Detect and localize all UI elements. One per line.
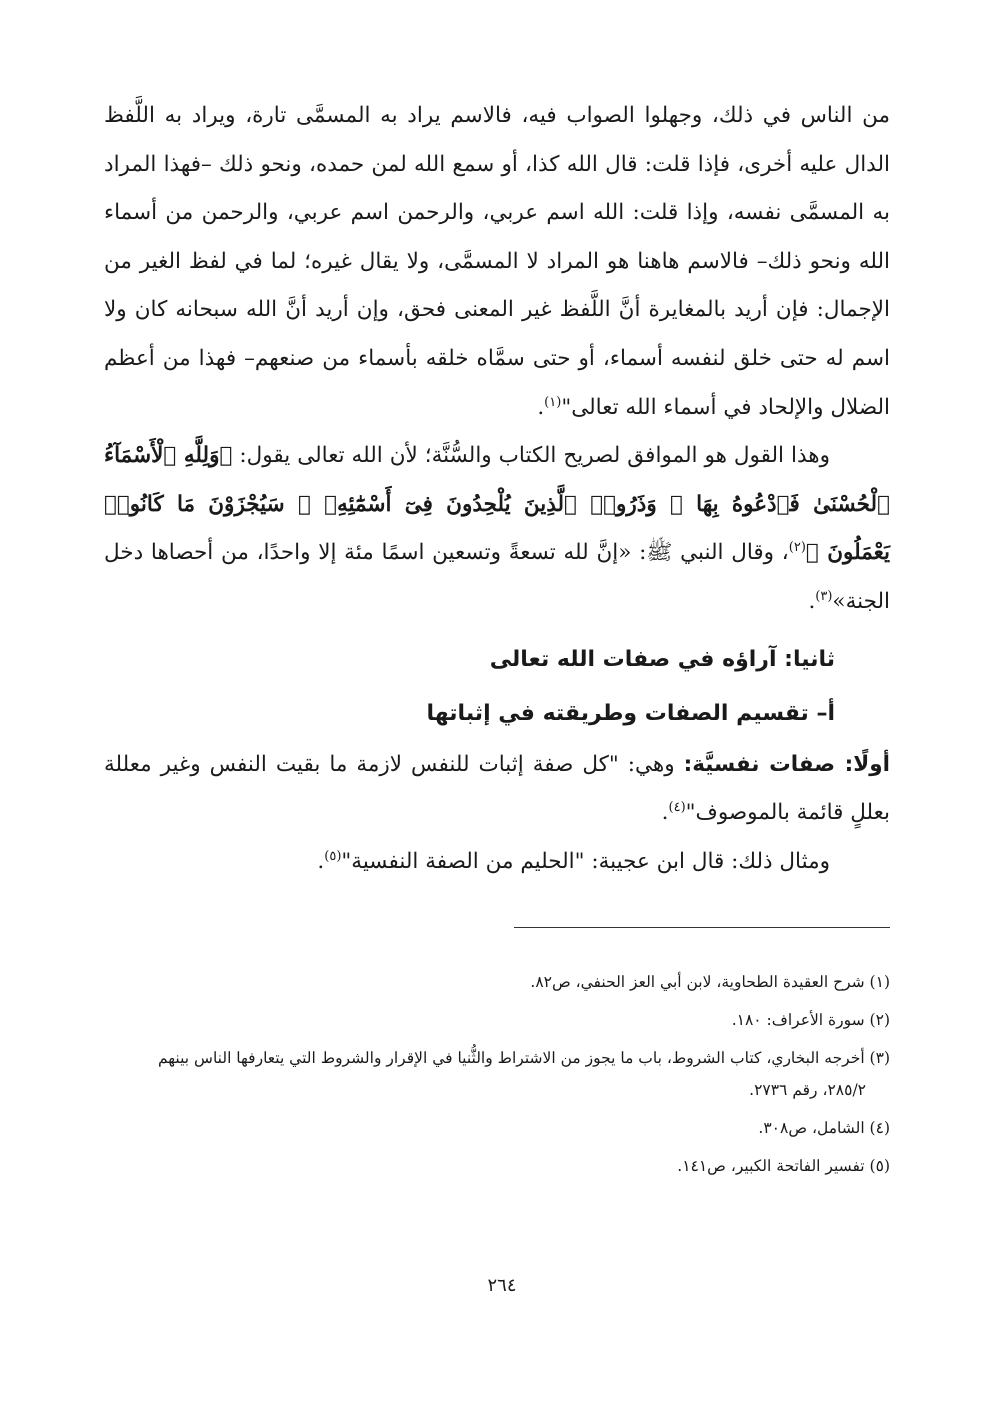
footnote-ref-2[interactable]: (٢) — [788, 540, 806, 556]
footnote-ref-4[interactable]: (٤) — [668, 799, 686, 815]
footnote-3-continuation: ٢٨٥/٢، رقم ٢٧٣٦. — [749, 1081, 866, 1099]
footnote-ref-5[interactable]: (٥) — [324, 848, 342, 864]
footnotes — [104, 966, 890, 1188]
section-heading: ثانيا: آراؤه في صفات الله تعالى — [489, 646, 835, 672]
subsection-heading: أ– تقسيم الصفات وطريقته في إثباتها — [426, 700, 835, 726]
paragraph-1-end: . — [537, 394, 545, 420]
footnote-3-text: (٣) أخرجه البخاري، كتاب الشروط، باب ما يجوز من الاشتراط والثُّنيا في الإقرار والشروط التي يتعارفها الناس بينهم — [157, 1049, 890, 1067]
footnote-separator — [514, 927, 890, 928]
main-text — [104, 92, 890, 886]
paragraph-4-end: . — [317, 848, 325, 874]
footnote-4: (٤) الشامل، ص٣٠٨. — [758, 1119, 890, 1137]
paragraph-1 — [104, 92, 890, 432]
paragraph-4-text: ومثال ذلك: قال ابن عجيبة: "الحليم من الصفة النفسية" — [341, 848, 830, 874]
footnote-ref-3[interactable]: (٣) — [815, 588, 833, 604]
quran-verse: ﴿وَلِلَّهِ ٱلْأَسْمَآءُ ٱلْحُسْنَىٰ فَٱدْعُوهُ بِهَا ۖ وَذَرُوا۟ ٱلَّذِينَ يُلْحِدُونَ فِىٓ أَسْمَٰٓئِهِۦ ۚ سَيُجْزَوْنَ مَا كَانُوا۟ يَعْمَلُونَ ﴾ — [104, 443, 891, 566]
paragraph-3-end: . — [661, 800, 669, 826]
paragraph-2-text: وهذا القول هو الموافق لصريح الكتاب والسُّنَّة؛ لأن الله تعالى يقول: — [232, 443, 830, 469]
term-label: أولًا: صفات نفسيَّة: — [683, 751, 891, 777]
paragraph-3-text: وهي: "كل صفة إثبات للنفس لازمة ما بقيت النفس وغير معللة بعللٍ قائمة بالموصوف" — [104, 751, 890, 826]
paragraph-4 — [104, 838, 890, 887]
page-number: ٢٦٤ — [487, 1275, 517, 1296]
footnote-5: (٥) تفسير الفاتحة الكبير، ص١٤١. — [677, 1157, 890, 1175]
footnote-2: (٢) سورة الأعراف: ١٨٠. — [731, 1011, 890, 1029]
footnote-1: (١) شرح العقيدة الطحاوية، لابن أبي العز الحنفي، ص٨٢. — [530, 973, 890, 991]
paragraph-2-end: . — [808, 588, 816, 614]
paragraph-3 — [104, 741, 890, 838]
paragraph-2 — [104, 432, 890, 626]
paragraph-1-text: من الناس في ذلك، وجهلوا الصواب فيه، فالاسم يراد به المسمَّى تارة، ويراد به اللَّفظ الدال عليه أخرى، فإذا قلت: قال الله كذا، أو سمع الله لمن حمده، ونحو ذلك –فهذا المراد به المسمَّى نفسه، وإذا قلت: الله اسم عربي، والرحمن اسم عربي، والرحمن من أسماء الله ونحو ذلك– فالاسم هاهنا هو المراد لا المسمَّى، ولا يقال غيره؛ لما في لفظ الغير من الإجمال: فإن أريد بالمغايرة أنَّ اللَّفظ غير المعنى فحق، وإن أريد أنَّ الله سبحانه كان ولا اسم له حتى خلق لنفسه أسماء، أو حتى سمَّاه خلقه بأسماء من صنعهم– فهذا من أعظم الضلال والإلحاد في أسماء الله تعالى" — [104, 103, 890, 420]
footnote-ref-1[interactable]: (١) — [544, 394, 562, 410]
hadith-text: ، وقال النبي ﷺ: «إنَّ لله تسعةً وتسعين اسمًا مئة إلا واحدًا، من أحصاها دخل الجنة» — [104, 540, 890, 614]
footnote-3 — [104, 1042, 890, 1106]
